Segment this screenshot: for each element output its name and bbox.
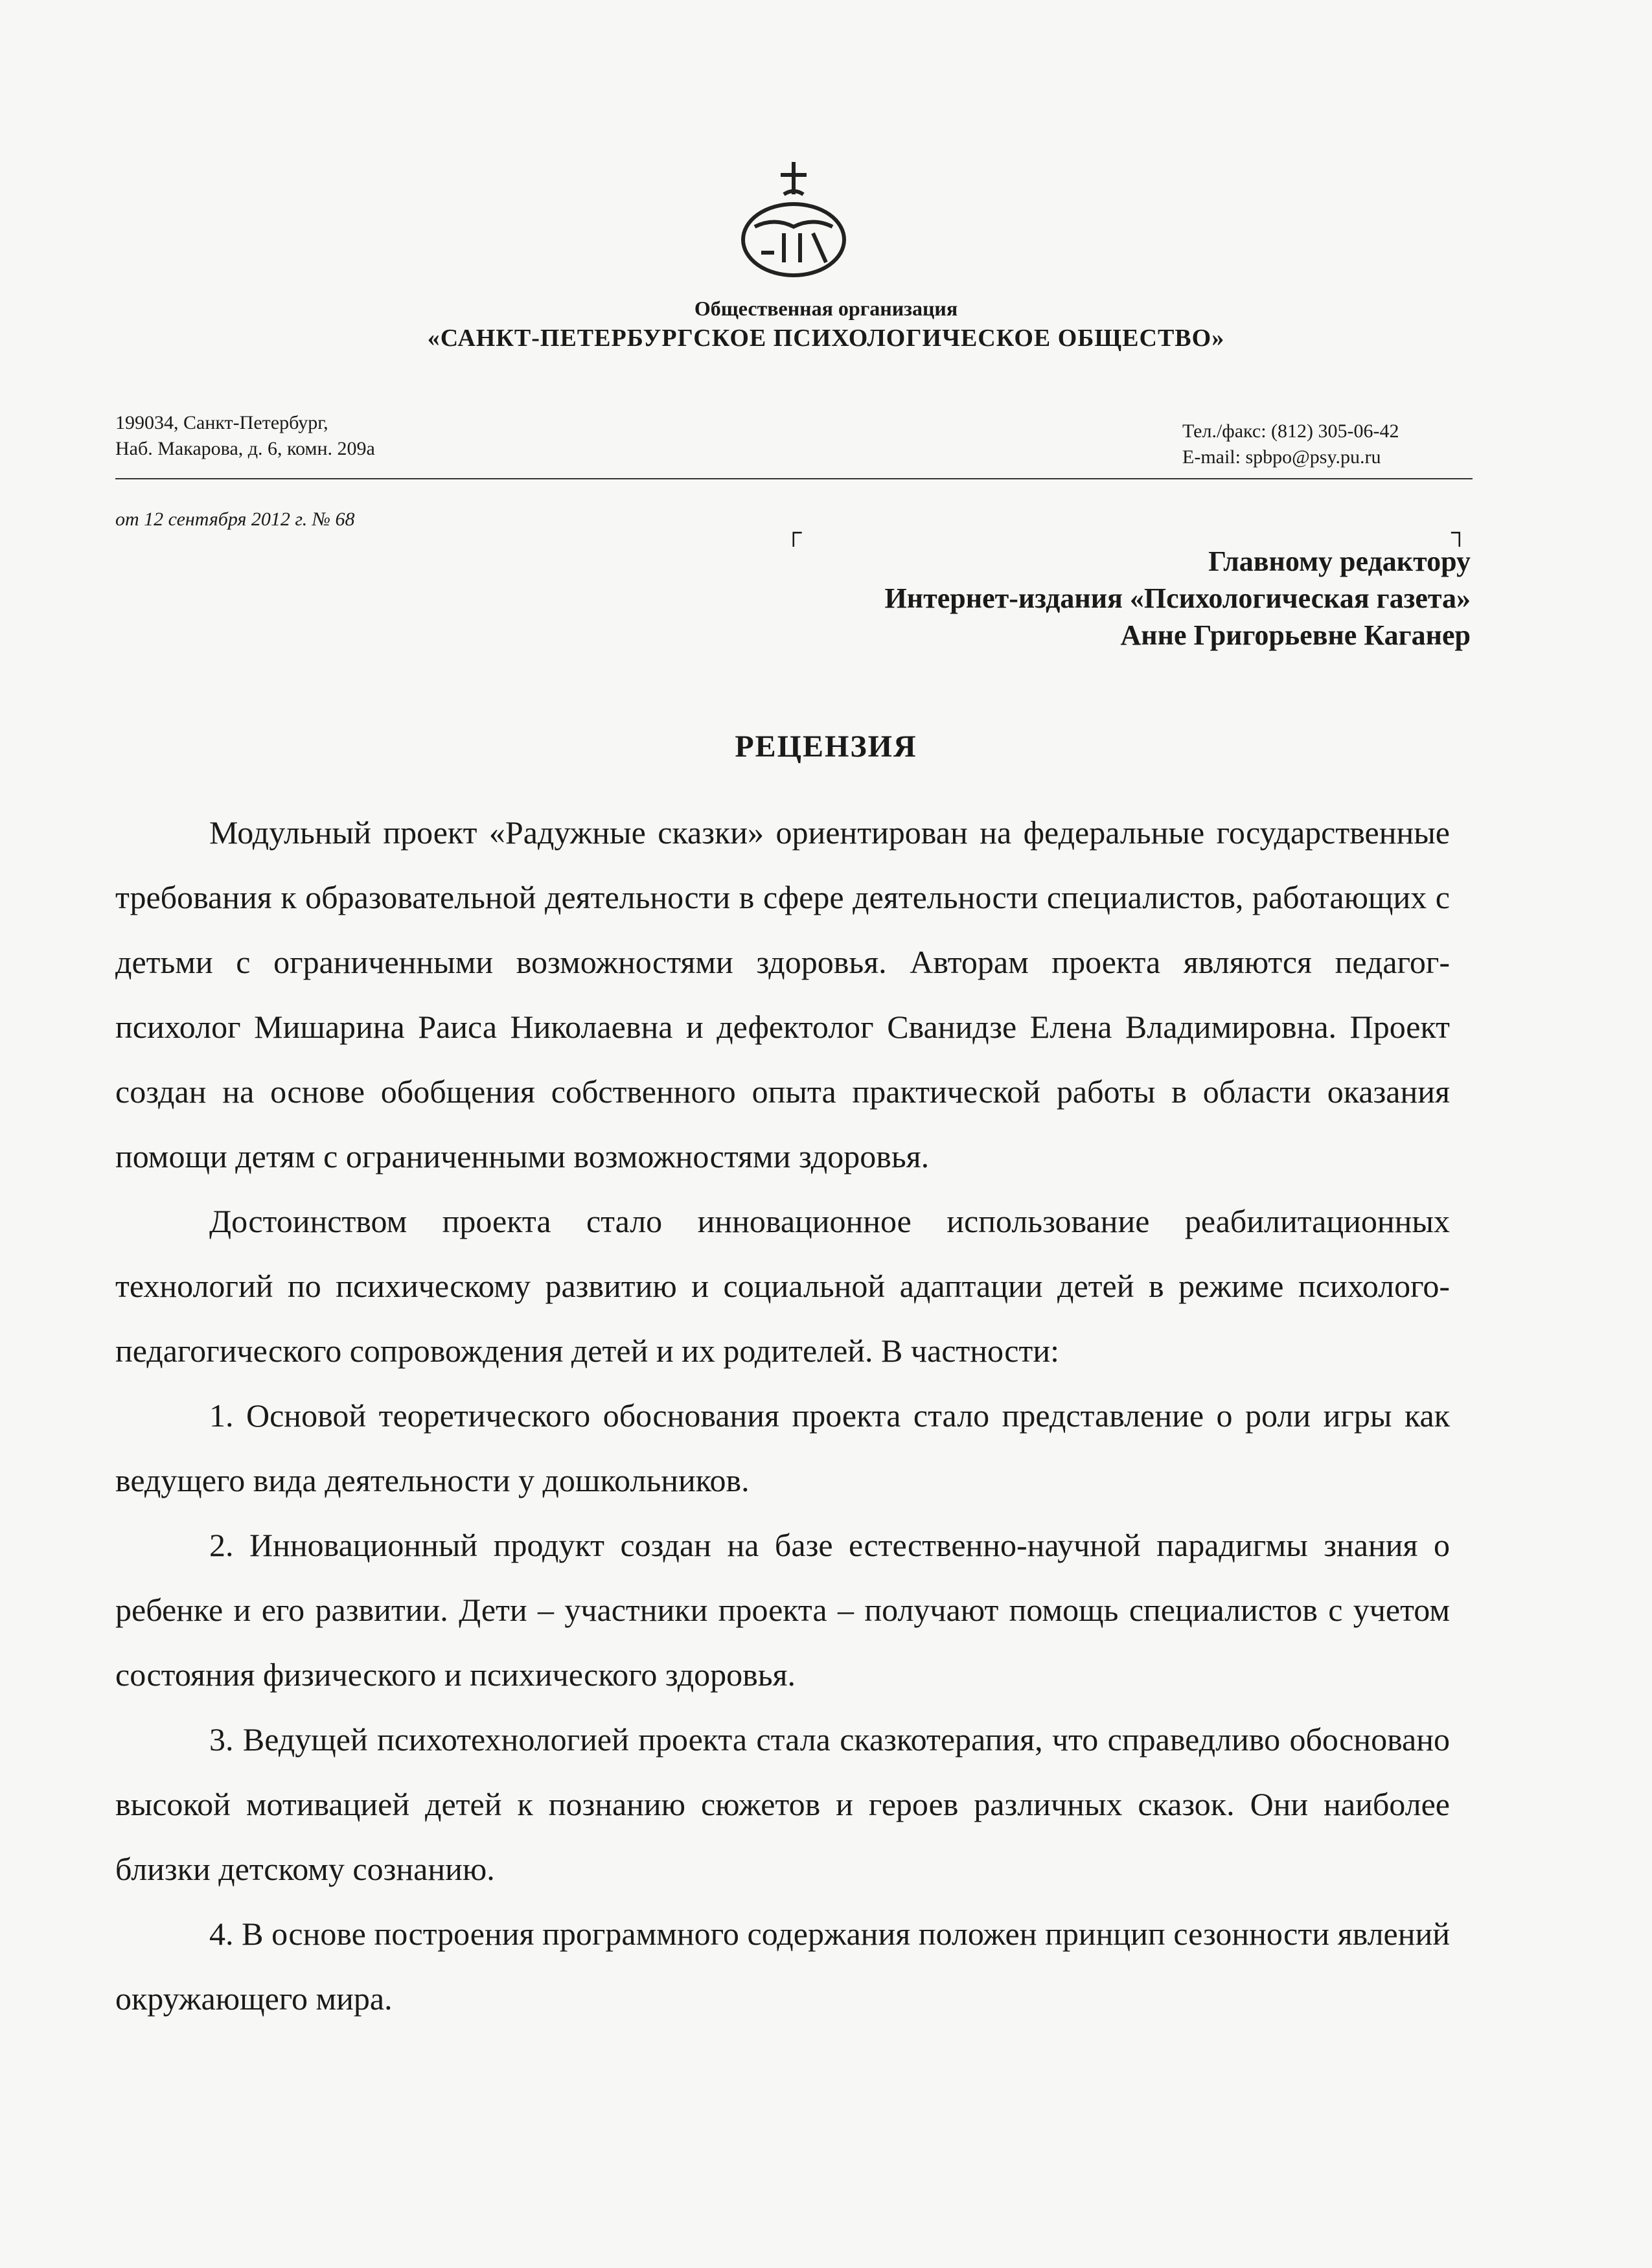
paragraph: 4. В основе построения программного содержания положен принцип сезонности явлений окружающего мира. xyxy=(115,1916,1450,2017)
addressee-line: Интернет-издания «Психологическая газета» xyxy=(884,582,1471,614)
paragraph: Достоинством проекта стало инновационное использование реабилитационных технологий по психическому развитию и социальной адаптации детей в режиме психолого-педагогического сопровождения детей и их родителей. В частности: xyxy=(115,1203,1450,1369)
addressee-block xyxy=(885,543,1471,654)
paragraph: Модульный проект «Радужные сказки» ориентирован на федеральные государственные требования к образовательной деятельности в сфере деятельности специалистов, работающих с детьми с ограниченными возможностями здоровья. Авторам проекта являются педагог-психолог Мишарина Раиса Николаевна и дефектолог Сванидзе Елена Владимировна. Проект создан на основе обобщения собственного опыта практической работы в области оказания помощи детям с ограниченными возможностями здоровья. xyxy=(115,814,1450,1174)
address-line: 199034, Санкт-Петербург, xyxy=(115,412,328,433)
document-title: РЕЦЕНЗИЯ xyxy=(735,729,917,764)
addressee-line: Анне Григорьевне Каганер xyxy=(1120,619,1471,651)
org-type: Общественная организация xyxy=(694,297,958,320)
society-logo xyxy=(735,155,852,285)
paragraph: 2. Инновационный продукт создан на базе естественно-научной парадигмы знания о ребенке и его развитии. Дети – участники проекта – получают помощь специалистов с учетом состояния физического и психического здоровья. xyxy=(115,1527,1450,1693)
addressee-line: Главному редактору xyxy=(1208,545,1471,577)
paragraph: 1. Основой теоретического обоснования проекта стало представление о роли игры как ведущего вида деятельности у дошкольников. xyxy=(115,1397,1450,1498)
org-name: «САНКТ-ПЕТЕРБУРГСКОЕ ПСИХОЛОГИЧЕСКОЕ ОБЩЕСТВО» xyxy=(427,325,1225,352)
phone-fax: Тел./факс: (812) 305-06-42 xyxy=(1182,420,1399,442)
addressee-corner-right: ┐ xyxy=(1451,519,1468,545)
header-divider xyxy=(115,478,1473,479)
addressee-corner-left: ┌ xyxy=(785,519,802,545)
review-body xyxy=(115,800,1450,2031)
address-line: Наб. Макарова, д. 6, комн. 209а xyxy=(115,438,375,459)
paragraph: 3. Ведущей психотехнологией проекта стала сказкотерапия, что справедливо обосновано высокой мотивацией детей к познанию сюжетов и героев различных сказок. Они наиболее близки детскому сознанию. xyxy=(115,1721,1450,1887)
org-address xyxy=(115,410,375,462)
letter-reference: от 12 сентября 2012 г. № 68 xyxy=(115,509,355,530)
org-contacts xyxy=(1182,418,1399,470)
email: E-mail: spbpo@psy.pu.ru xyxy=(1182,446,1381,468)
